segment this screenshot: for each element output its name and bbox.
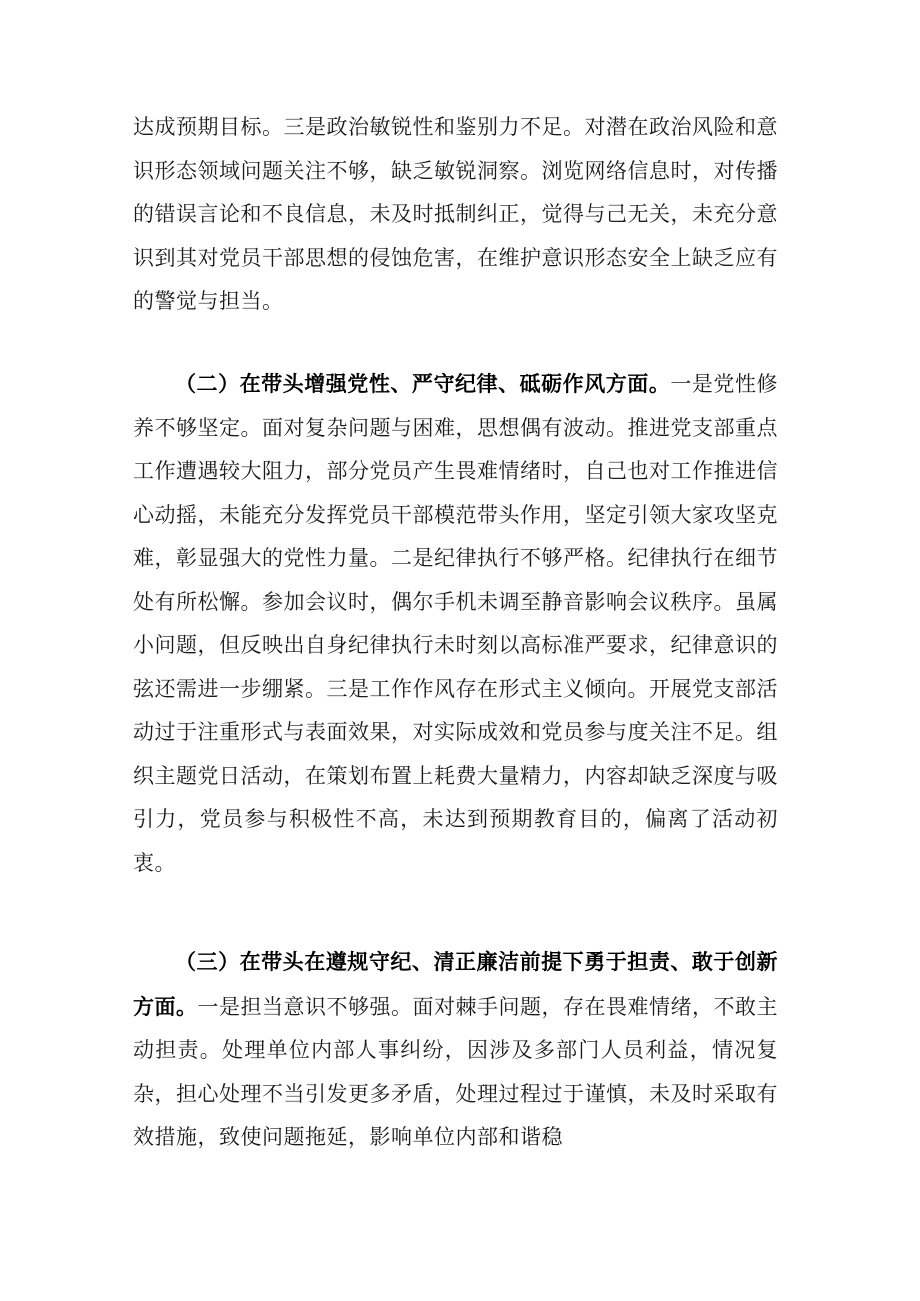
section-heading: （二）在带头增强党性、严守纪律、砥砺作风方面。 <box>175 371 671 396</box>
section-body: 一是党性修养不够坚定。面对复杂问题与困难，思想偶有波动。推进党支部重点工作遭遇较大阻力，部分党员产生畏难情绪时，自己也对工作推进信心动摇，未能充分发挥党员干部模范带头作用，坚定引领大家攻坚克难，彰显强大的党性力量。二是纪律执行不够严格。纪律执行在细节处有所松懈。参加会议时，偶尔手机未调至静音影响会议秩序。虽属小问题，但反映出自身纪律执行未时刻以高标准严要求，纪律意识的弦还需进一步绷紧。三是工作作风存在形式主义倾向。开展党支部活动过于注重形式与表面效果，对实际成效和党员参与度关注不足。组织主题党日活动，在策划布置上耗费大量精力，内容却缺乏深度与吸引力，党员参与积极性不高，未达到预期教育目的，偏离了活动初衷。 <box>133 372 779 875</box>
paragraph-content <box>133 940 778 1160</box>
paragraph-party-discipline-style <box>133 362 778 885</box>
paragraph-responsibility-innovation <box>133 940 778 1160</box>
section-body: 一是担当意识不够强。面对棘手问题，存在畏难情绪，不敢主动担责。处理单位内部人事纠纷，因涉及多部门人员利益，情况复杂，担心处理不当引发更多矛盾，处理过程过于谨慎，未及时采取有效措施，致使问题拖延，影响单位内部和谐稳 <box>133 994 778 1149</box>
paragraph-content <box>133 362 778 885</box>
paragraph-text: 达成预期目标。三是政治敏锐性和鉴别力不足。对潜在政治风险和意识形态领域问题关注不够，缺乏敏锐洞察。浏览网络信息时，对传播的错误言论和不良信息，未及时抵制纠正，觉得与己无关，未充分意识到其对党员干部思想的侵蚀危害，在维护意识形态安全上缺乏应有的警觉与担当。 <box>133 115 778 313</box>
paragraph-political-sensitivity <box>133 106 778 324</box>
section-heading: （三）在带头在遵规守纪、清正廉洁前提下勇于担责、敢于创新方面。 <box>133 949 778 1019</box>
